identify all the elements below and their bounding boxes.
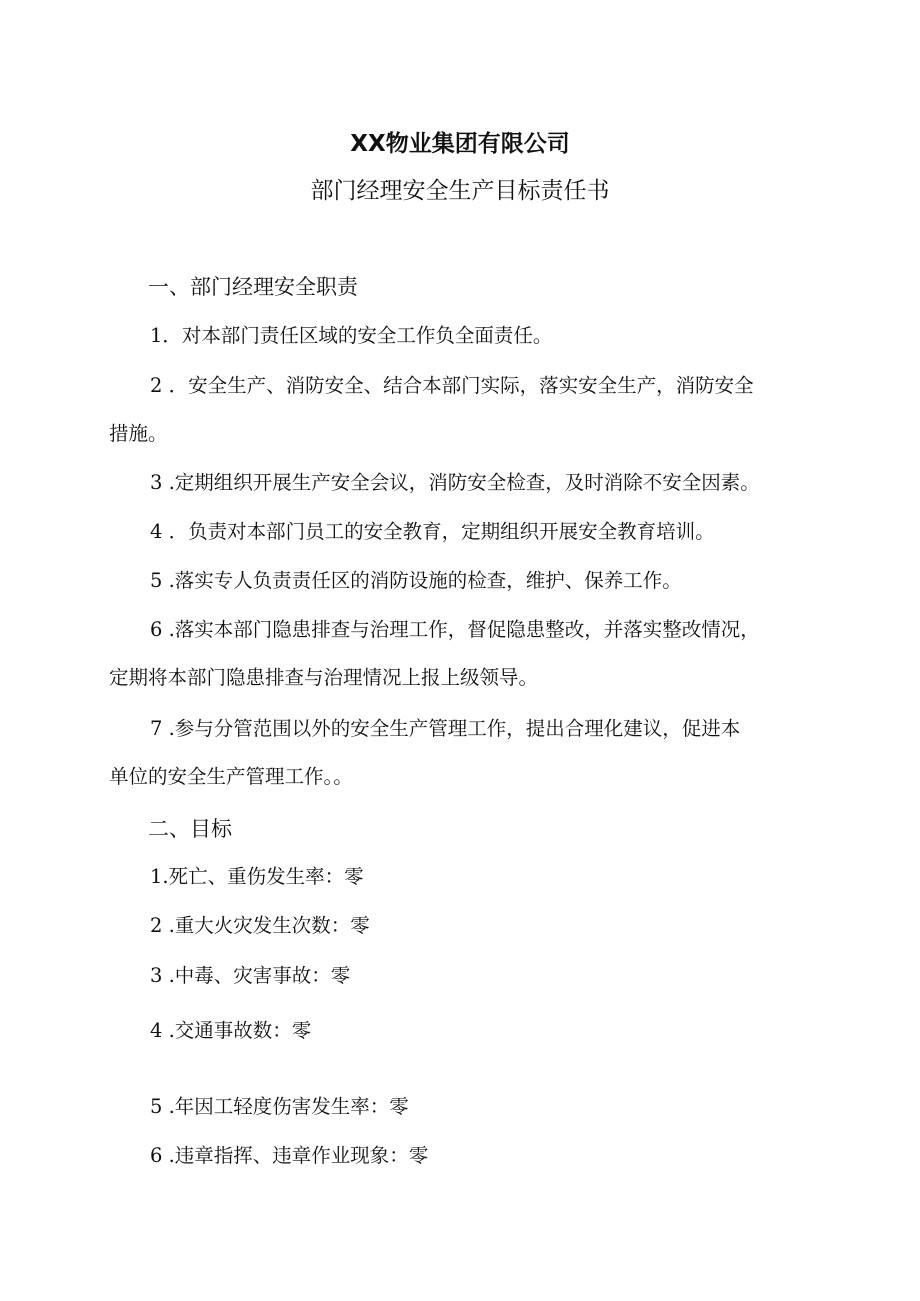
target-item-3: 3 .中毒、灾害事故：零 bbox=[150, 964, 351, 987]
company-title: XX物业集团有限公司 bbox=[350, 131, 570, 157]
duty-item-4: 4 ．负责对本部门员工的安全教育，定期组织开展安全教育培训。 bbox=[150, 520, 715, 543]
duty-item-5: 5 .落实专人负责责任区的消防设施的检查，维护、保养工作。 bbox=[150, 569, 682, 592]
duty-item-7: 7 .参与分管范围以外的安全生产管理工作，提出合理化建议，促进本 bbox=[150, 717, 741, 740]
duty-item-6: 6 .落实本部门隐患排查与治理工作，督促隐患整改，并落实整改情况， bbox=[150, 618, 760, 641]
document-title: 部门经理安全生产目标责任书 bbox=[310, 178, 610, 204]
target-item-4: 4 .交通事故数：零 bbox=[150, 1019, 312, 1042]
duty-item-1: 1．对本部门责任区域的安全工作负全面责任。 bbox=[150, 324, 553, 347]
target-item-2: 2 .重大火灾发生次数：零 bbox=[150, 914, 370, 937]
target-item-1: 1.死亡、重伤发生率：零 bbox=[150, 865, 364, 888]
duty-item-2: 2 ．安全生产、消防安全、结合本部门实际，落实安全生产，消防安全 bbox=[150, 374, 754, 397]
duty-item-2-continued: 措施。 bbox=[109, 422, 168, 445]
section-heading-targets: 二、目标 bbox=[148, 817, 232, 841]
target-item-6: 6 .违章指挥、违章作业现象：零 bbox=[150, 1144, 429, 1167]
duty-item-7-continued: 单位的安全生产管理工作。。 bbox=[109, 765, 353, 788]
section-heading-duties: 一、部门经理安全职责 bbox=[148, 275, 358, 299]
duty-item-3: 3 .定期组织开展生产安全会议，消防安全检查，及时消除不安全因素。 bbox=[150, 471, 760, 494]
target-item-5: 5 .年因工轻度伤害发生率：零 bbox=[150, 1095, 409, 1118]
duty-item-6-continued: 定期将本部门隐患排查与治理情况上报上级领导。 bbox=[109, 666, 539, 689]
